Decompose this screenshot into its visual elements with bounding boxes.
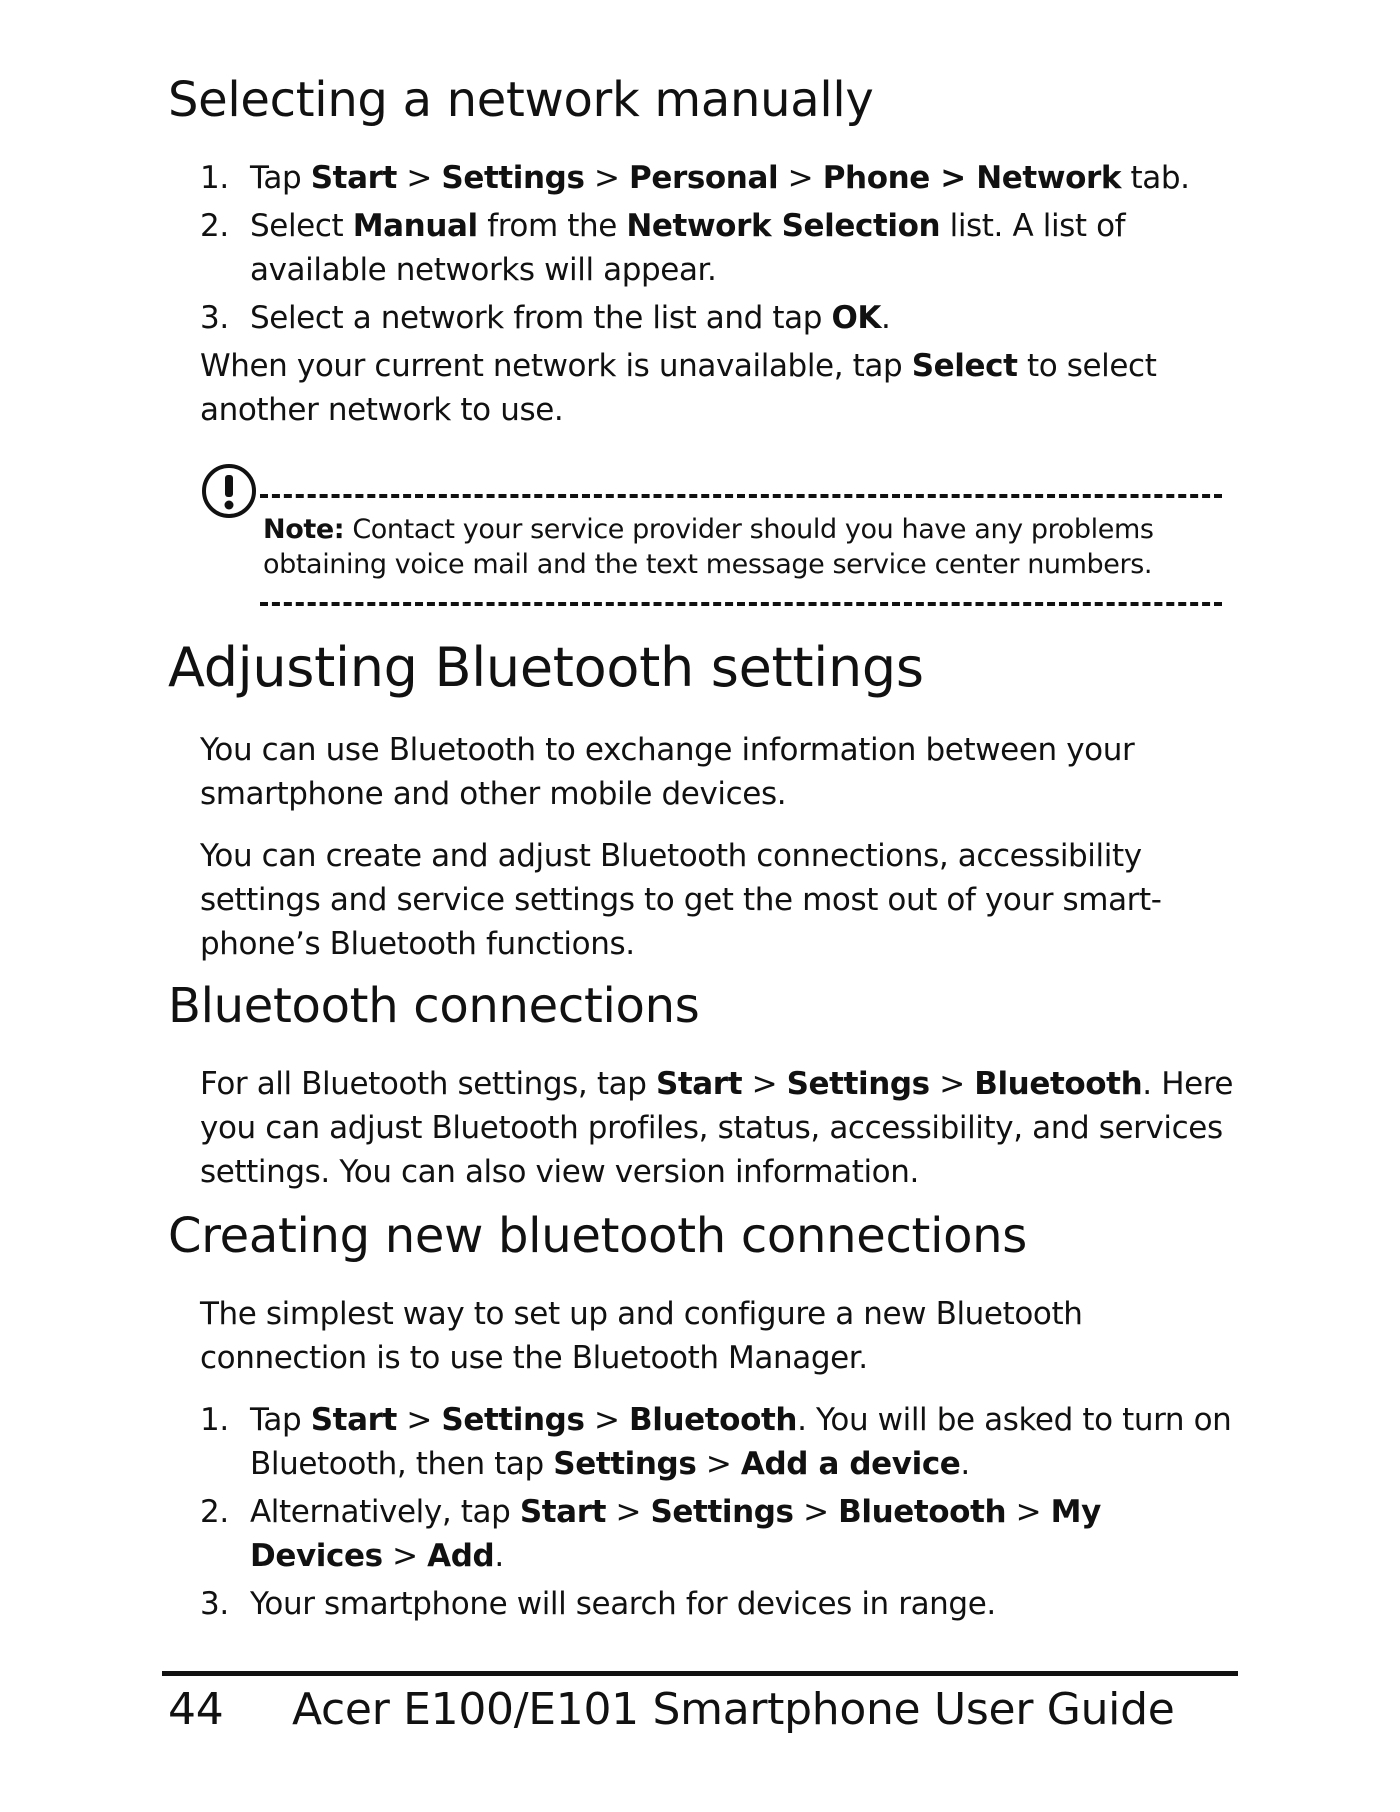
bluetooth-intro-paragraph: You can use Bluetooth to exchange information between your smartphone and other mobile devices.	[200, 732, 1135, 812]
list-item: 2. Alternatively, tap Start > Settings > Bluetooth > My Devices > Add.	[200, 1494, 1101, 1574]
footer-divider	[162, 1671, 1238, 1676]
heading-adjusting-bluetooth: Adjusting Bluetooth settings	[168, 636, 924, 699]
exclamation-icon	[200, 462, 258, 520]
network-unavailable-paragraph: When your current network is unavailable, tap Select to select another network to use.	[200, 348, 1157, 428]
note-box	[200, 462, 1225, 612]
heading-selecting-network: Selecting a network manually	[168, 72, 874, 128]
list-item: 2. Select Manual from the Network Selection list. A list of available networks will appear.	[200, 208, 1126, 288]
network-steps-list	[200, 156, 1240, 344]
creating-connections-paragraph: The simplest way to set up and configure a new Bluetooth connection is to use the Bluetooth Manager.	[200, 1296, 1083, 1376]
note-bottom-divider	[260, 602, 1222, 606]
creating-steps-list	[200, 1398, 1240, 1630]
list-item: 3. Select a network from the list and tap OK.	[200, 300, 891, 336]
note-top-divider	[260, 494, 1222, 498]
bluetooth-adjust-paragraph: You can create and adjust Bluetooth connections, accessibility settings and service settings to get the most out of your smart-phone’s Bluetooth functions.	[200, 838, 1162, 962]
list-item: 1. Tap Start > Settings > Bluetooth. You will be asked to turn on Bluetooth, then tap Settings > Add a device.	[200, 1402, 1232, 1482]
page-number: 44	[168, 1684, 224, 1735]
heading-creating-connections: Creating new bluetooth connections	[168, 1208, 1028, 1264]
heading-bluetooth-connections: Bluetooth connections	[168, 978, 700, 1034]
list-item: 3. Your smartphone will search for devices in range.	[200, 1586, 996, 1622]
guide-title: Acer E100/E101 Smartphone User Guide	[292, 1684, 1175, 1735]
note-text: Note: Contact your service provider should you have any problems obtaining voice mail and the text message service center numbers.	[263, 514, 1154, 580]
page-footer	[168, 1684, 1175, 1735]
list-item: 1. Tap Start > Settings > Personal > Phone > Network tab.	[200, 160, 1190, 196]
bluetooth-connections-paragraph: For all Bluetooth settings, tap Start > Settings > Bluetooth. Here you can adjust Bluetooth profiles, status, accessibility, and services settings. You can also view version information.	[200, 1066, 1234, 1190]
